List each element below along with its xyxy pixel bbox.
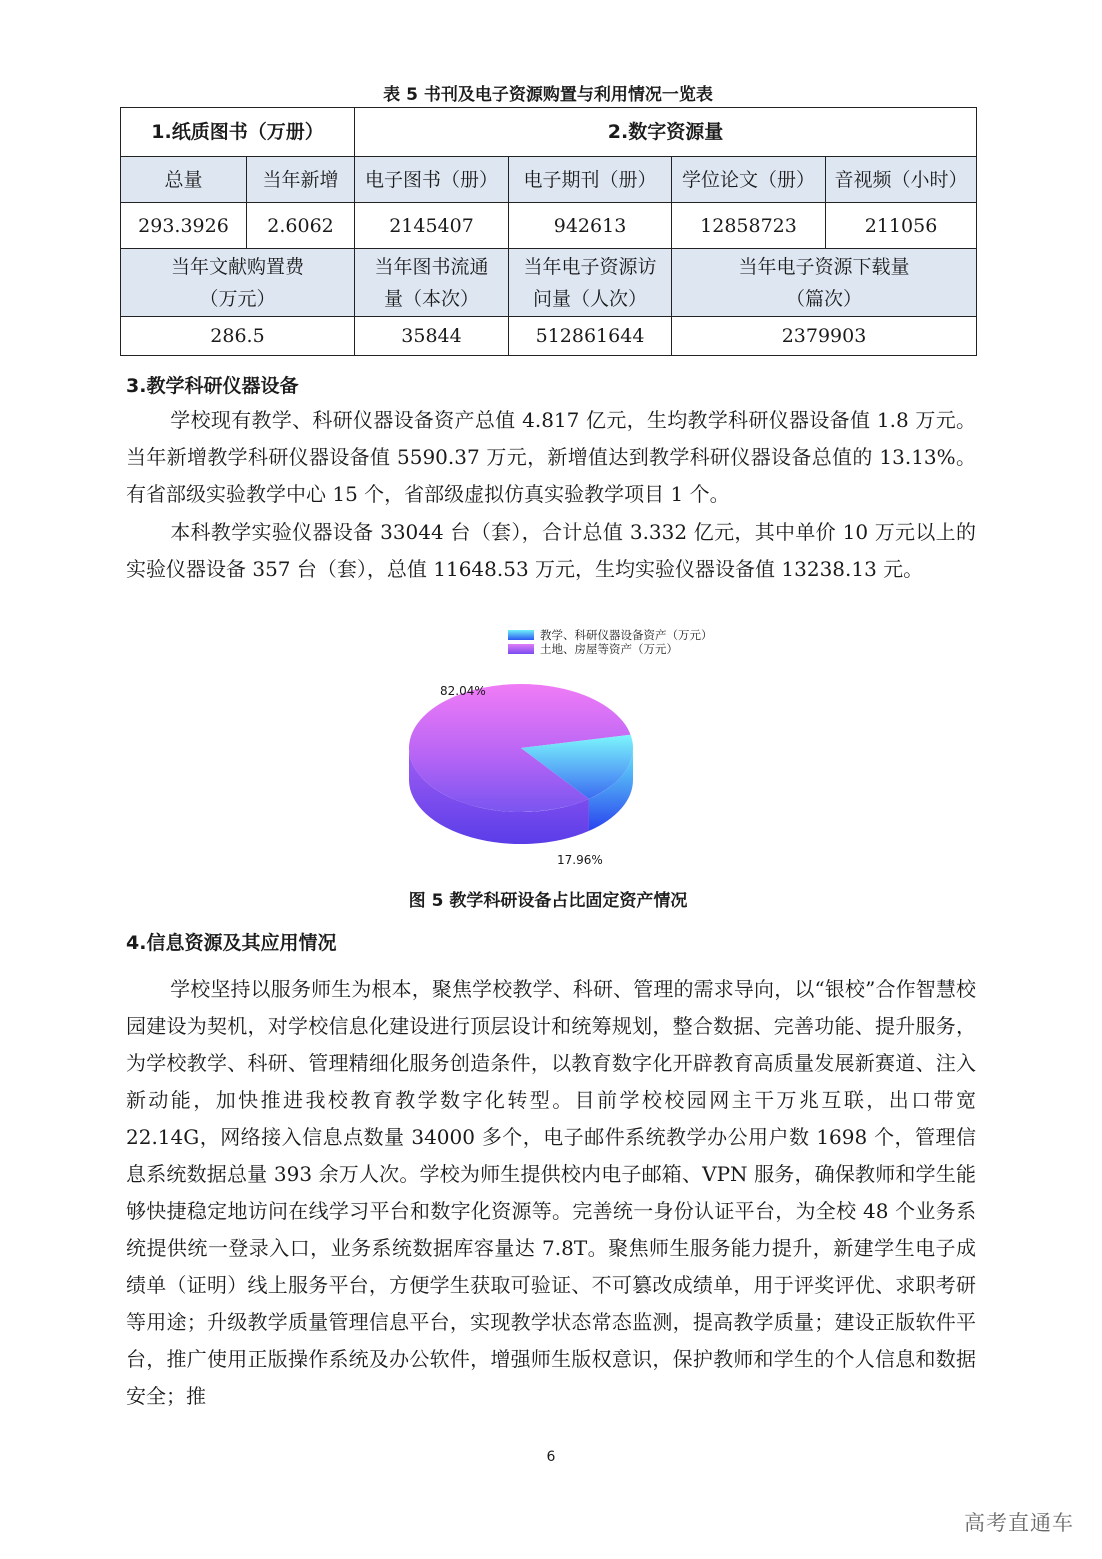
watermark: 高考直通车 (964, 1511, 1074, 1535)
value-ejournals: 942613 (509, 203, 672, 249)
header-theses: 学位论文（册） (672, 157, 826, 203)
value-access-count: 512861644 (509, 317, 672, 356)
figure-caption: 图 5 教学科研设备占比固定资产情况 (408, 891, 688, 911)
resource-table (120, 107, 977, 356)
header-access-count: 当年电子资源访 问量（人次） (509, 249, 672, 317)
pie-label-equipment: 17.96% (557, 853, 603, 867)
legend-label-equipment: 教学、科研仪器设备资产（万元） (540, 628, 713, 642)
chart-legend (508, 628, 713, 656)
header-ebooks: 电子图书（册） (355, 157, 509, 203)
pie-chart (400, 668, 650, 858)
section4-heading: 4.信息资源及其应用情况 (126, 932, 337, 954)
value-theses: 12858723 (672, 203, 826, 249)
value-download-count: 2379903 (672, 317, 977, 356)
table-caption: 表 5 书刊及电子资源购置与利用情况一览表 (383, 85, 713, 105)
value-total: 293.3926 (121, 203, 247, 249)
legend-item-land (508, 642, 713, 656)
value-new-this-year: 2.6062 (247, 203, 355, 249)
page-number: 6 (546, 1449, 556, 1465)
value-audio-video: 211056 (826, 203, 977, 249)
value-ebooks: 2145407 (355, 203, 509, 249)
section3-heading: 3.教学科研仪器设备 (126, 375, 299, 397)
group-header-digital-resources: 2.数字资源量 (355, 108, 977, 157)
group-header-paper-books: 1.纸质图书（万册） (121, 108, 355, 157)
section4-paragraph-1: 学校坚持以服务师生为根本，聚焦学校教学、科研、管理的需求导向，以“银校”合作智慧校园建设为契机，对学校信息化建设进行顶层设计和统筹规划，整合数据、完善功能、提升服务，为学校教学、科研、管理精细化服务创造条件，以教育数字化开辟教育高质量发展新赛道、注入新动能，加快推进我校教育教学数字化转型。目前学校校园网主干万兆互联，出口带宽 22.14G，网络接入信息点数量 34000 多个，电子邮件系统教学办公用户数 1698 个，管理信息系统数据总量 393 余万人次。学校为师生提供校内电子邮箱、VPN 服务，确保教师和学生能够快捷稳定地访问在线学习平台和数字化资源等。完善统一身份认证平台，为全校 48 个业务系统提供统一登录入口，业务系统数据库容量达 7.8T。聚焦师生服务能力提升，新建学生电子成绩单（证明）线上服务平台，方便学生获取可验证、不可篡改成绩单，用于评奖评优、求职考研等用途；升级教学质量管理信息平台，实现教学状态常态监测，提高教学质量；建设正版软件平台，推广使用正版操作系统及办公软件，增强师生版权意识，保护教师和学生的个人信息和数据安全；推 (126, 977, 976, 1408)
section3-paragraph-2: 本科教学实验仪器设备 33044 台（套），合计总值 3.332 亿元，其中单价 10 万元以上的实验仪器设备 357 台（套），总值 11648.53 万元，生均实验仪器设备值 13238.13 元。 (126, 520, 976, 581)
header-circulation: 当年图书流通 量（本次） (355, 249, 509, 317)
value-circulation: 35844 (355, 317, 509, 356)
header-purchase-cost: 当年文献购置费 （万元） (121, 249, 355, 317)
value-purchase-cost: 286.5 (121, 317, 355, 356)
pie-label-land: 82.04% (440, 684, 486, 698)
header-ejournals: 电子期刊（册） (509, 157, 672, 203)
header-audio-video: 音视频（小时） (826, 157, 977, 203)
header-total: 总量 (121, 157, 247, 203)
section3-paragraph-1: 学校现有教学、科研仪器设备资产总值 4.817 亿元，生均教学科研仪器设备值 1.8 万元。当年新增教学科研仪器设备值 5590.37 万元，新增值达到教学科研仪器设备总值的 13.13%。有省部级实验教学中心 15 个，省部级虚拟仿真实验教学项目 1 个。 (126, 408, 976, 506)
legend-item-equipment (508, 628, 713, 642)
header-download-count: 当年电子资源下载量 （篇次） (672, 249, 977, 317)
header-new-this-year: 当年新增 (247, 157, 355, 203)
legend-swatch-equipment (508, 630, 534, 640)
legend-label-land: 土地、房屋等资产（万元） (540, 642, 678, 656)
legend-swatch-land (508, 644, 534, 654)
